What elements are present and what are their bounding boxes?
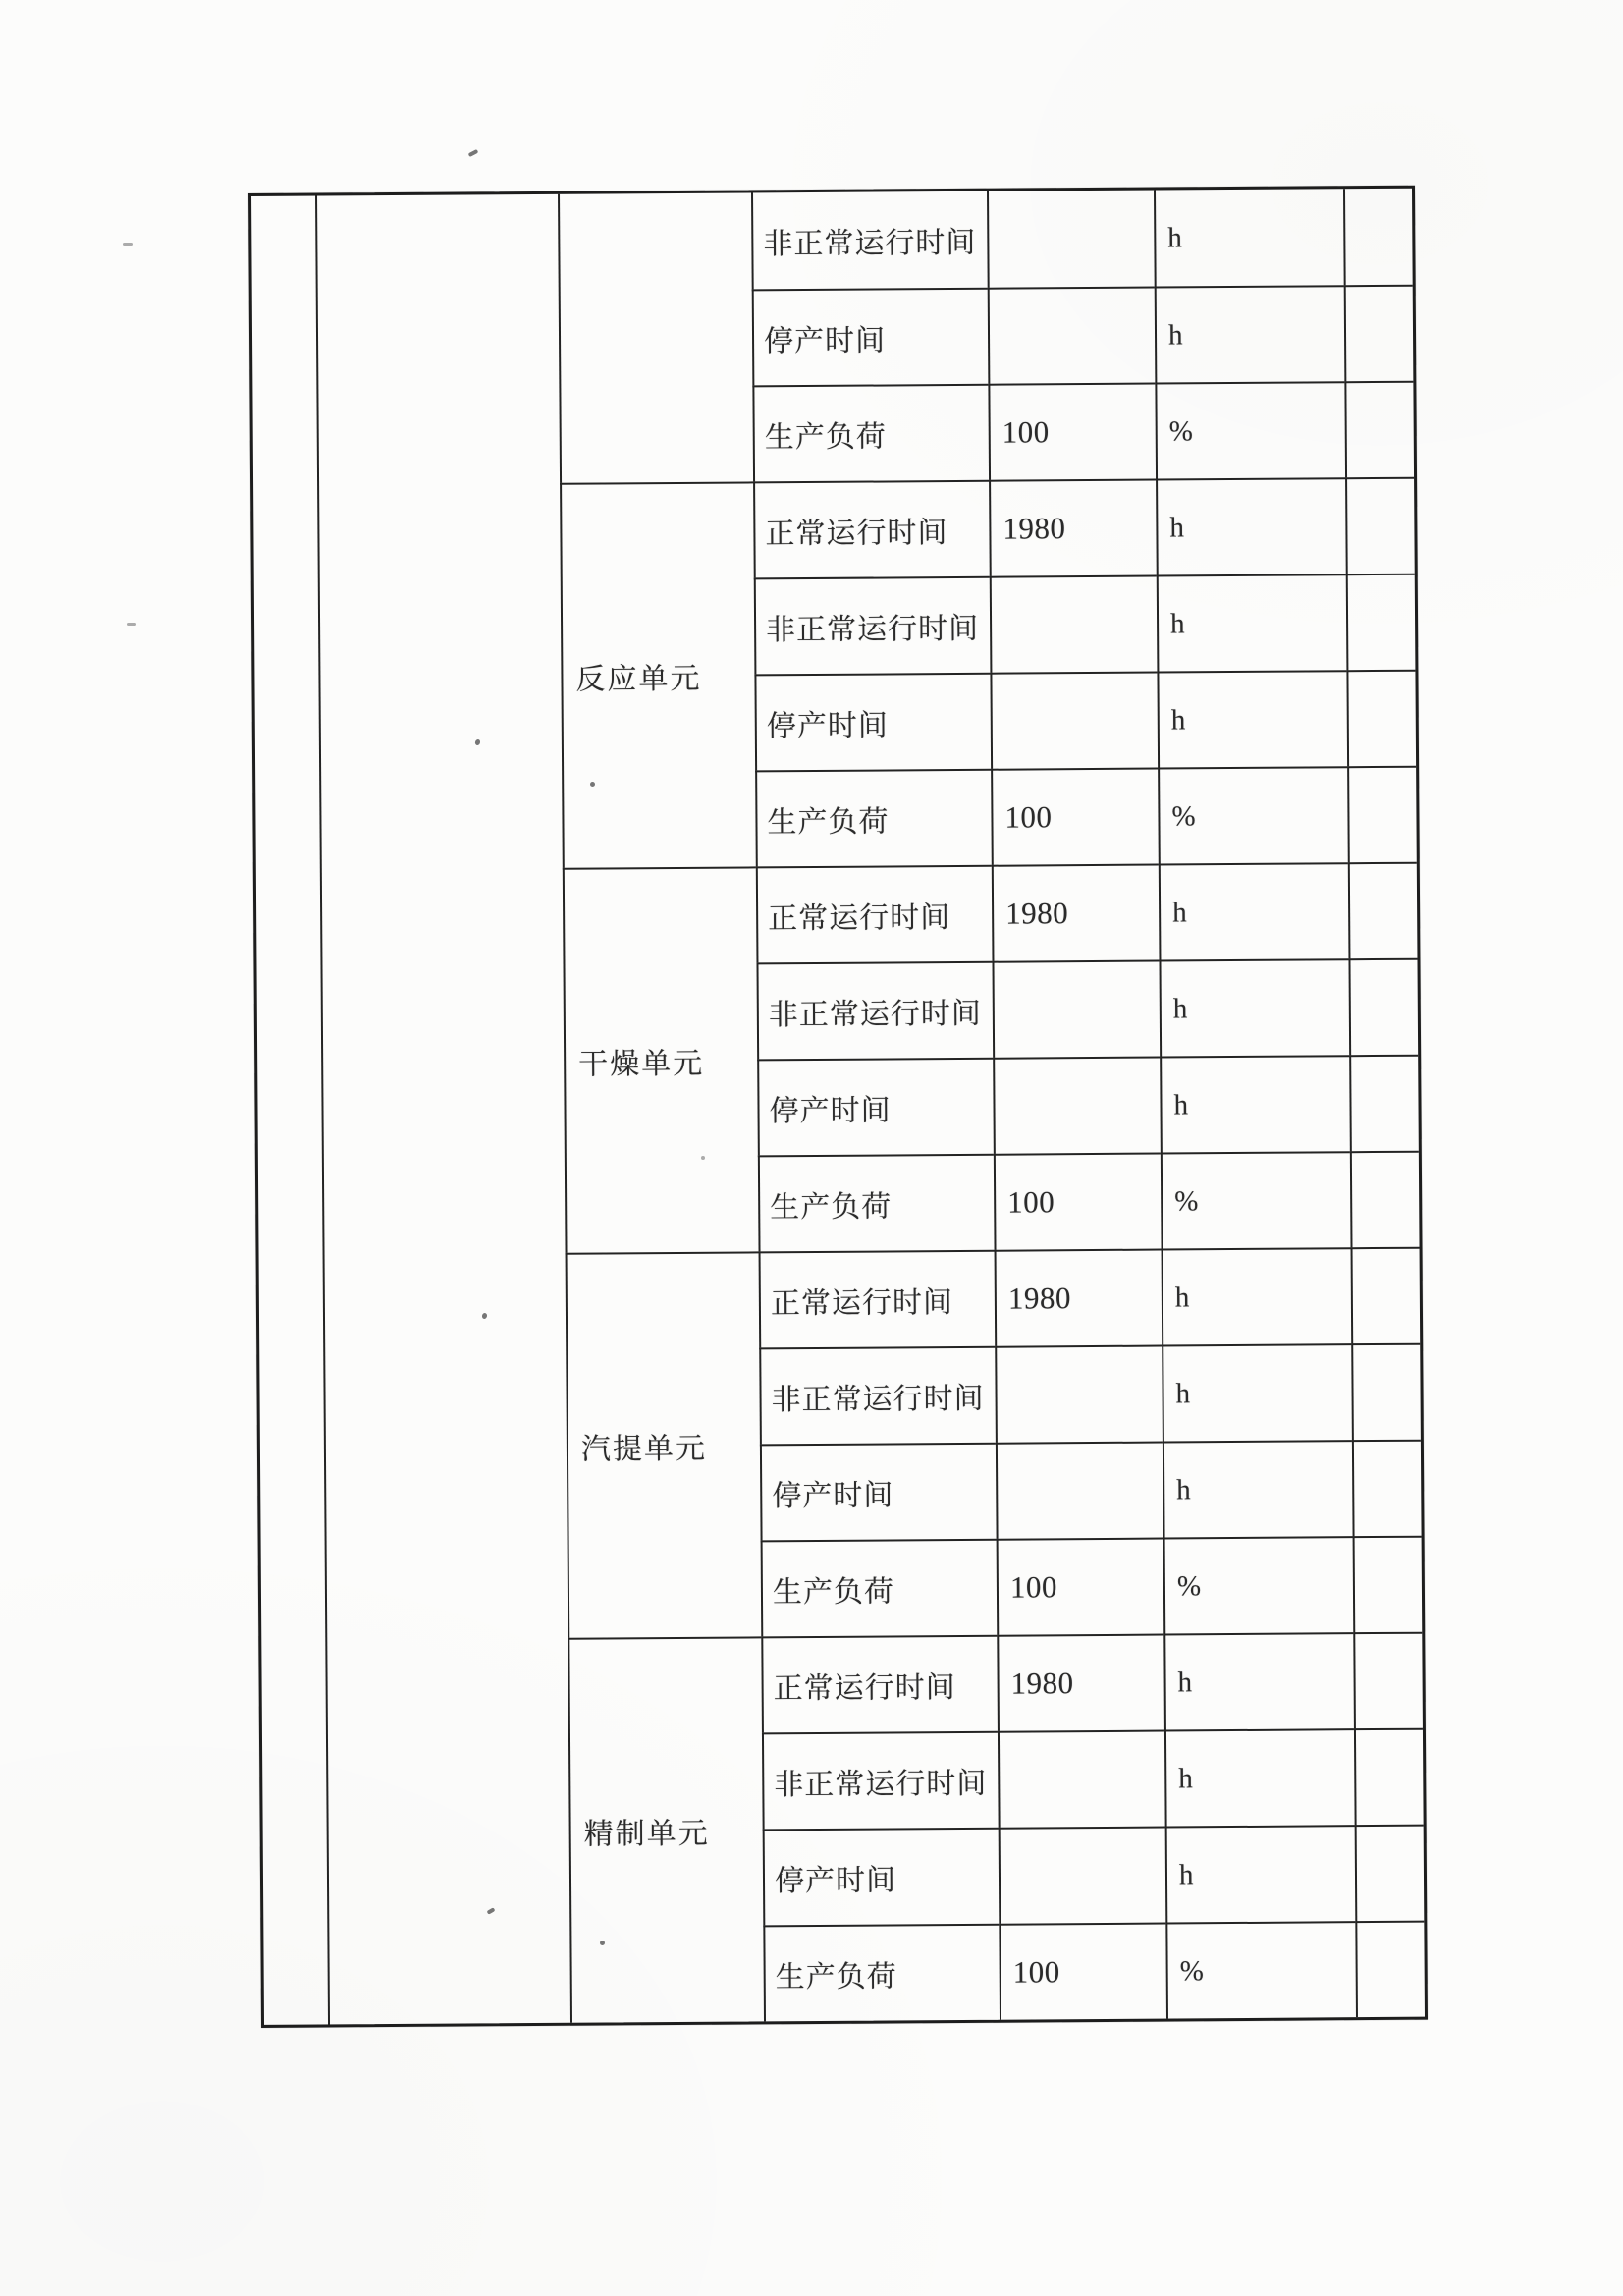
remark-cell [1347,766,1417,862]
unit-of-measure-cell: h [1163,1632,1354,1729]
remark-cell [1355,1825,1425,1921]
metric-label-cell: 正常运行时间 [756,865,993,963]
value-cell: 100 [997,1538,1164,1635]
value-cell [990,672,1158,769]
remark-cell [1352,1440,1422,1536]
unit-name-cell [558,192,753,482]
remark-cell [1354,1728,1424,1825]
unit-of-measure-cell: % [1161,1151,1351,1248]
value-cell [996,1442,1163,1539]
metric-label-cell: 停产时间 [760,1443,997,1541]
value-cell [990,575,1158,673]
scan-speck [127,623,136,626]
unit-of-measure-cell: h [1154,189,1344,286]
metric-label-cell: 生产负荷 [761,1539,998,1637]
unit-of-measure-cell: h [1156,477,1346,574]
metric-label-cell: 停产时间 [763,1828,1000,1926]
unit-of-measure-cell: h [1155,285,1345,382]
remark-cell [1351,1247,1421,1343]
remark-cell [1351,1343,1421,1440]
metric-label-cell: 非正常运行时间 [756,961,993,1060]
metric-label-cell: 停产时间 [757,1058,994,1156]
metric-label-cell: 非正常运行时间 [762,1731,999,1830]
value-cell [987,191,1155,288]
unit-of-measure-cell: % [1163,1536,1354,1633]
value-cell: 1980 [989,479,1157,576]
metric-label-cell: 生产负荷 [758,1154,995,1252]
remark-cell [1346,670,1416,766]
category-column-cell [315,194,570,2025]
value-cell [998,1730,1165,1828]
unit-of-measure-cell: h [1163,1440,1353,1537]
unit-of-measure-cell: h [1165,1825,1356,1922]
unit-of-measure-cell: h [1162,1343,1352,1441]
value-cell: 100 [991,768,1159,865]
remark-cell [1346,574,1416,670]
metric-label-cell: 生产负荷 [755,769,992,867]
metric-label-cell: 正常运行时间 [761,1635,998,1733]
value-cell: 100 [988,383,1156,480]
remark-cell [1345,477,1415,574]
unit-of-measure-cell: h [1157,574,1347,671]
remark-cell [1355,1921,1425,2017]
production-units-table [248,186,1428,2028]
remark-cell [1350,1151,1420,1247]
value-cell: 1980 [995,1249,1163,1346]
value-cell: 1980 [992,864,1160,961]
metric-label-cell: 正常运行时间 [759,1250,996,1348]
unit-of-measure-cell: % [1155,381,1345,478]
remark-cell [1344,381,1414,477]
unit-of-measure-cell: h [1164,1728,1355,1826]
scan-speck [468,149,479,157]
metric-label-cell: 停产时间 [752,288,989,386]
unit-of-measure-cell: % [1158,766,1348,863]
remark-cell [1353,1632,1423,1728]
remark-cell [1353,1536,1423,1632]
remark-cell [1349,1055,1419,1151]
unit-name-cell: 精制单元 [568,1636,764,2022]
scan-speck [590,782,595,787]
metric-label-cell: 非正常运行时间 [759,1346,996,1445]
metric-label-cell: 生产负荷 [763,1924,1000,2022]
remark-cell [1343,189,1413,285]
unit-name-cell: 干燥单元 [563,866,759,1252]
value-cell: 1980 [997,1634,1164,1731]
remark-cell [1348,958,1418,1055]
unit-of-measure-cell: h [1159,862,1349,959]
value-cell [988,287,1156,384]
metric-label-cell: 非正常运行时间 [754,576,991,675]
metric-label-cell: 非正常运行时间 [751,191,988,290]
unit-name-cell: 反应单元 [560,481,756,867]
unit-of-measure-cell: h [1160,1055,1350,1152]
value-cell: 100 [999,1923,1166,2020]
remark-cell [1348,862,1418,958]
scan-speck [701,1156,705,1160]
scan-speck [600,1941,605,1945]
unit-name-cell: 汽提单元 [566,1251,762,1637]
value-cell [993,1057,1161,1154]
metric-label-cell: 停产时间 [754,673,991,771]
unit-of-measure-cell: h [1157,670,1347,767]
unit-of-measure-cell: h [1159,958,1349,1056]
scan-speck [123,243,133,246]
value-cell [995,1345,1163,1443]
metric-label-cell: 生产负荷 [752,384,989,482]
remark-cell [1344,285,1414,381]
metric-label-cell: 正常运行时间 [753,480,990,578]
value-cell: 100 [994,1153,1162,1250]
value-cell [992,960,1160,1058]
unit-of-measure-cell: h [1162,1247,1352,1344]
unit-of-measure-cell: % [1165,1921,1356,2018]
value-cell [999,1827,1166,1924]
